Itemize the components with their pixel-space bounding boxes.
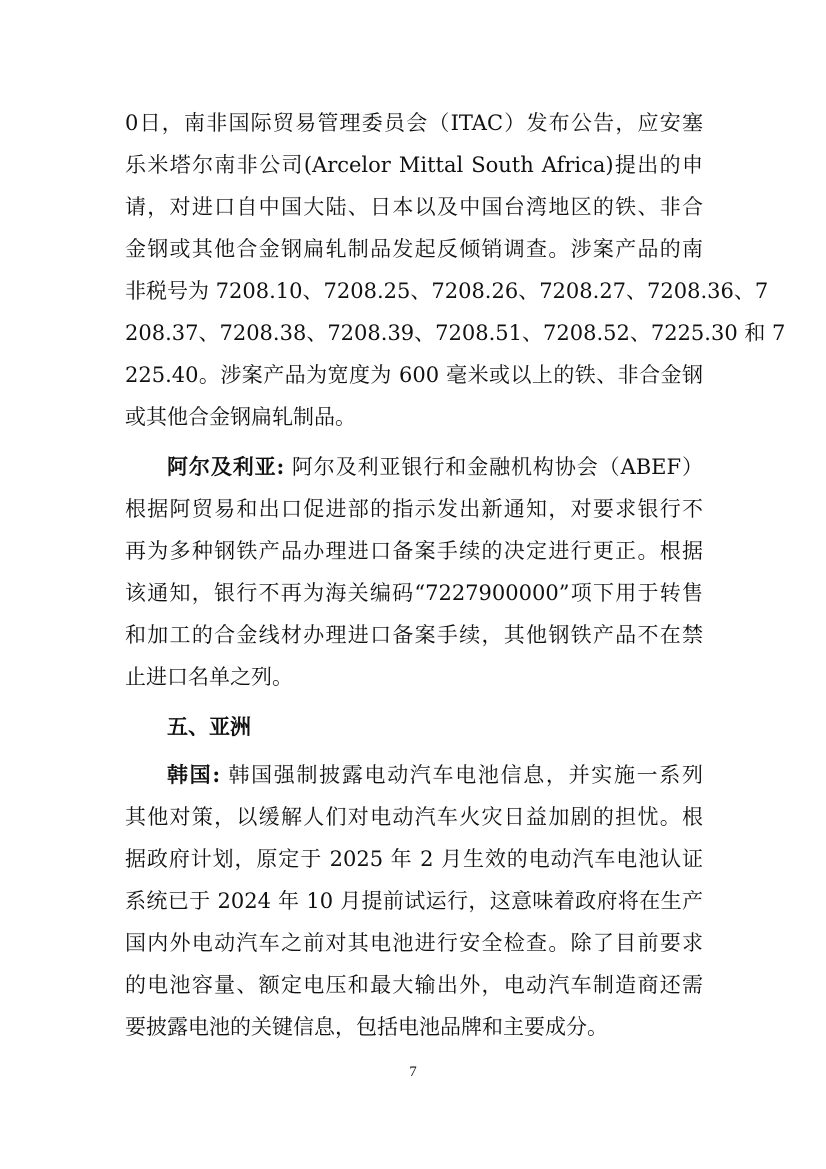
paragraph-lead-line xyxy=(167,760,703,790)
body-text-line: 据政府计划，原定于 2025 年 2 月生效的电动汽车电池认证 xyxy=(125,847,703,871)
body-text-line: 系统已于 2024 年 10 月提前试运行，这意味着政府将在生产 xyxy=(125,889,703,913)
body-text-line: 根据阿贸易和出口促进部的指示发出新通知，对要求银行不 xyxy=(125,497,703,521)
country-label: 韩国: xyxy=(167,762,221,787)
body-text-line: 国内外电动汽车之前对其电池进行安全检查。除了目前要求 xyxy=(125,931,703,955)
body-text-line: 要披露电池的关键信息，包括电池品牌和主要成分。 xyxy=(125,1015,608,1039)
paragraph-lead-line xyxy=(167,452,703,482)
body-text-line: 208.37、7208.38、7208.39、7208.51、7208.52、7225.30 和 7 xyxy=(125,321,786,345)
country-label: 阿尔及利亚: xyxy=(167,454,285,479)
page-number: 7 xyxy=(409,1064,417,1080)
body-text-line: 非税号为 7208.10、7208.25、7208.26、7208.27、7208.36、7 xyxy=(125,279,769,303)
body-text-line: 止进口名单之列。 xyxy=(125,665,293,689)
body-text-line: 金钢或其他合金钢扁轧制品发起反倾销调查。涉案产品的南 xyxy=(125,237,703,261)
body-text-line: 请，对进口自中国大陆、日本以及中国台湾地区的铁、非合 xyxy=(125,195,703,219)
body-text-fragment: 阿尔及利亚银行和金融机构协会（ABEF） xyxy=(284,455,703,479)
body-text-line: 或其他合金钢扁轧制品。 xyxy=(125,405,356,429)
body-text-line: 其他对策，以缓解人们对电动汽车火灾日益加剧的担忧。根 xyxy=(125,805,703,829)
body-text-line: 225.40。涉案产品为宽度为 600 毫米或以上的铁、非合金钢 xyxy=(125,363,703,387)
section-heading: 五、亚洲 xyxy=(167,714,251,739)
body-text-line: 和加工的合金线材办理进口备案手续，其他钢铁产品不在禁 xyxy=(125,623,703,647)
body-text-line: 乐米塔尔南非公司(Arcelor Mittal South Africa)提出的申 xyxy=(125,153,703,177)
body-text-line: 再为多种钢铁产品办理进口备案手续的决定进行更正。根据 xyxy=(125,539,703,563)
body-text-line: 0日，南非国际贸易管理委员会（ITAC）发布公告，应安塞 xyxy=(125,111,703,135)
body-text-line: 该通知，银行不再为海关编码“7227900000”项下用于转售 xyxy=(125,581,703,605)
body-text-line: 的电池容量、额定电压和最大输出外，电动汽车制造商还需 xyxy=(125,973,703,997)
body-text-fragment: 韩国强制披露电动汽车电池信息，并实施一系列 xyxy=(220,763,703,787)
